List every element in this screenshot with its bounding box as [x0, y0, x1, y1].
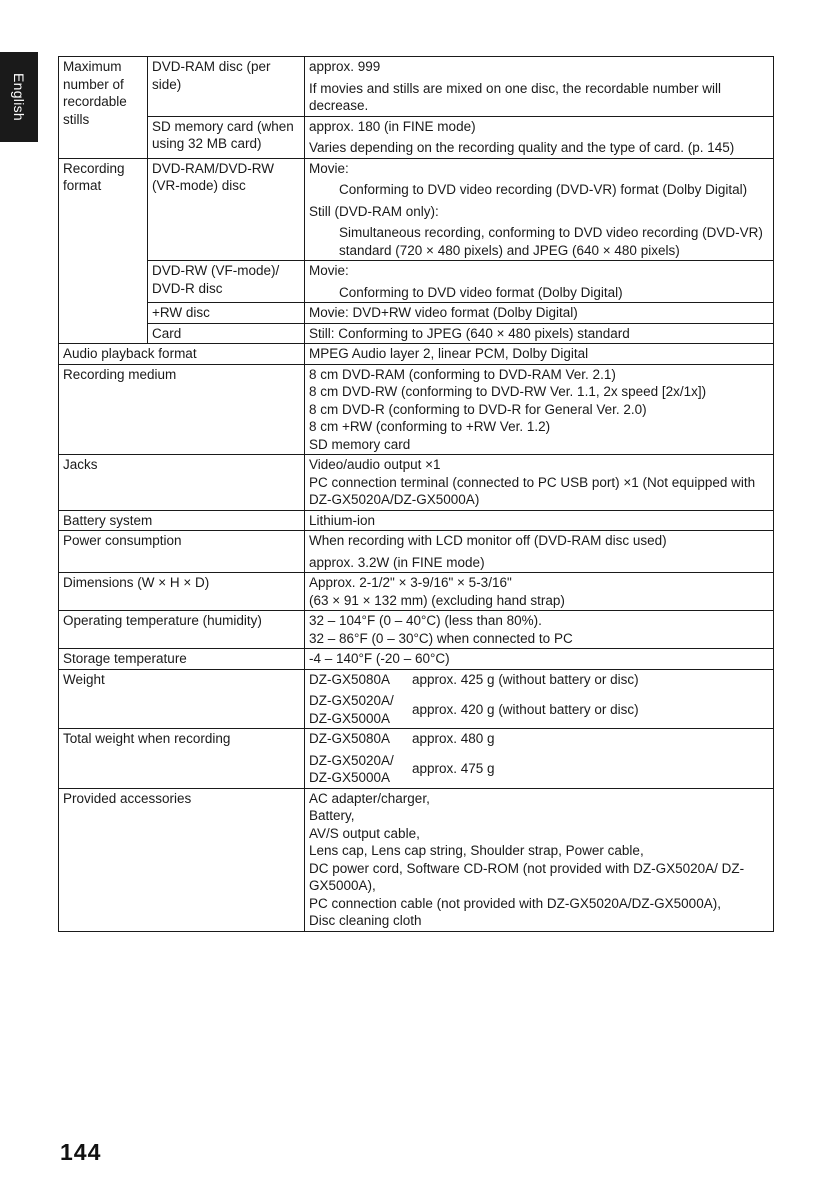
value-line: 8 cm DVD-RW (conforming to DVD-RW Ver. 1.1, 2x speed [2x/1x])	[309, 384, 707, 399]
value-line: Still (DVD-RAM only):	[309, 203, 439, 219]
value-line: DC power cord, Software CD-ROM (not provided with DZ-GX5020A/ DZ-GX5000A),	[309, 860, 745, 893]
value-line: 32 – 104°F (0 – 40°C) (less than 80%).	[309, 613, 542, 628]
value-line: approx. 180 (in FINE mode)	[309, 118, 476, 134]
spec-value	[305, 57, 774, 117]
spec-value	[305, 729, 774, 789]
value-line: PC connection terminal (connected to PC USB port) ×1 (Not equipped with DZ-GX5020A/DZ-GX5000A)	[309, 474, 756, 507]
language-tab	[0, 52, 38, 142]
table-row	[59, 531, 774, 573]
weight-row	[309, 671, 769, 689]
table-row	[59, 158, 774, 261]
value-line: Approx. 2-1/2" × 3-9/16" × 5-3/16"	[309, 575, 512, 590]
spec-sublabel: SD memory card (when using 32 MB card)	[148, 116, 305, 158]
spec-sublabel: Card	[148, 323, 305, 344]
value-line: SD memory card	[309, 436, 411, 452]
table-row	[59, 323, 774, 344]
weight-row	[309, 752, 769, 787]
spec-value: Movie: DVD+RW video format (Dolby Digital)	[305, 303, 774, 324]
spec-value	[305, 455, 774, 511]
spec-value	[305, 158, 774, 261]
table-row	[59, 57, 774, 117]
weight-row	[309, 730, 769, 748]
weight-value: approx. 425 g (without battery or disc)	[412, 671, 639, 687]
spec-value: Still: Conforming to JPEG (640 × 480 pixels) standard	[305, 323, 774, 344]
spec-value	[305, 116, 774, 158]
weight-value: approx. 480 g	[412, 731, 495, 746]
table-row	[59, 788, 774, 931]
value-line: Battery,	[309, 808, 355, 823]
value-line: If movies and stills are mixed on one disc, the recordable number will decrease.	[309, 80, 721, 113]
spec-label: Total weight when recording	[59, 729, 305, 789]
table-row	[59, 573, 774, 611]
table-row	[59, 116, 774, 158]
spec-value	[305, 364, 774, 455]
value-line: Simultaneous recording, conforming to DVD video recording (DVD-VR) standard (720 × 480 pixels) and JPEG (640 × 480 pixels)	[339, 225, 763, 258]
spec-value	[305, 611, 774, 649]
spec-value	[305, 669, 774, 729]
spec-value	[305, 261, 774, 303]
specifications-table	[58, 56, 774, 932]
weight-row	[309, 692, 769, 727]
model-name: DZ-GX5020A/ DZ-GX5000A	[309, 693, 394, 726]
table-row	[59, 510, 774, 531]
table-row	[59, 364, 774, 455]
value-line: 8 cm DVD-R (conforming to DVD-R for General Ver. 2.0)	[309, 401, 647, 417]
page-number: 144	[60, 1139, 102, 1165]
spec-label: Maximum number of recordable stills	[59, 57, 148, 159]
table-row	[59, 303, 774, 324]
value-line: Conforming to DVD video format (Dolby Digital)	[339, 284, 623, 300]
value-line: (63 × 91 × 132 mm) (excluding hand strap)	[309, 592, 565, 608]
spec-label: Storage temperature	[59, 649, 305, 670]
spec-label: Audio playback format	[59, 344, 305, 365]
table-row	[59, 455, 774, 511]
value-line: AC adapter/charger,	[309, 790, 430, 806]
table-row	[59, 649, 774, 670]
value-line: 32 – 86°F (0 – 30°C) when connected to PC	[309, 630, 573, 646]
table-row	[59, 729, 774, 789]
value-line: Disc cleaning cloth	[309, 913, 422, 928]
spec-label: Operating temperature (humidity)	[59, 611, 305, 649]
value-line: When recording with LCD monitor off (DVD-RAM disc used)	[309, 533, 667, 548]
weight-value: approx. 475 g	[412, 761, 495, 777]
spec-value	[305, 788, 774, 931]
table-row	[59, 669, 774, 729]
value-line: PC connection cable (not provided with DZ-GX5020A/DZ-GX5000A),	[309, 895, 721, 911]
spec-value: -4 – 140°F (-20 – 60°C)	[305, 649, 774, 670]
spec-value	[305, 531, 774, 573]
spec-label: Recording format	[59, 158, 148, 344]
spec-label: Power consumption	[59, 531, 305, 573]
table-row	[59, 261, 774, 303]
value-line: Conforming to DVD video recording (DVD-VR) format (Dolby Digital)	[339, 182, 748, 197]
spec-label: Jacks	[59, 455, 305, 511]
model-name: DZ-GX5080A	[309, 731, 391, 746]
spec-label: Recording medium	[59, 364, 305, 455]
table-row	[59, 611, 774, 649]
value-line: approx. 999	[309, 59, 381, 74]
spec-label: Weight	[59, 669, 305, 729]
spec-label: Battery system	[59, 510, 305, 531]
spec-value	[305, 573, 774, 611]
value-line: Movie:	[309, 263, 349, 278]
spec-value: Lithium-ion	[305, 510, 774, 531]
spec-value: MPEG Audio layer 2, linear PCM, Dolby Digital	[305, 344, 774, 365]
spec-sublabel: DVD-RAM disc (per side)	[148, 57, 305, 117]
language-tab-label: English	[11, 72, 27, 122]
spec-sublabel: +RW disc	[148, 303, 305, 324]
value-line: 8 cm DVD-RAM (conforming to DVD-RAM Ver. 2.1)	[309, 366, 616, 382]
weight-value: approx. 420 g (without battery or disc)	[412, 701, 639, 717]
value-line: Video/audio output ×1	[309, 457, 441, 472]
spec-sublabel: DVD-RAM/DVD-RW (VR-mode) disc	[148, 158, 305, 261]
spec-label: Provided accessories	[59, 788, 305, 931]
value-line: Lens cap, Lens cap string, Shoulder strap, Power cable,	[309, 843, 644, 858]
model-name: DZ-GX5020A/ DZ-GX5000A	[309, 752, 394, 785]
value-line: AV/S output cable,	[309, 825, 420, 841]
model-name: DZ-GX5080A	[309, 671, 391, 687]
value-line: approx. 3.2W (in FINE mode)	[309, 554, 485, 570]
value-line: Movie:	[309, 160, 349, 176]
value-line: Varies depending on the recording quality and the type of card. (p. 145)	[309, 140, 735, 155]
spec-label: Dimensions (W × H × D)	[59, 573, 305, 611]
value-line: 8 cm +RW (conforming to +RW Ver. 1.2)	[309, 419, 551, 434]
spec-sublabel: DVD-RW (VF-mode)/ DVD-R disc	[148, 261, 305, 303]
table-row	[59, 344, 774, 365]
